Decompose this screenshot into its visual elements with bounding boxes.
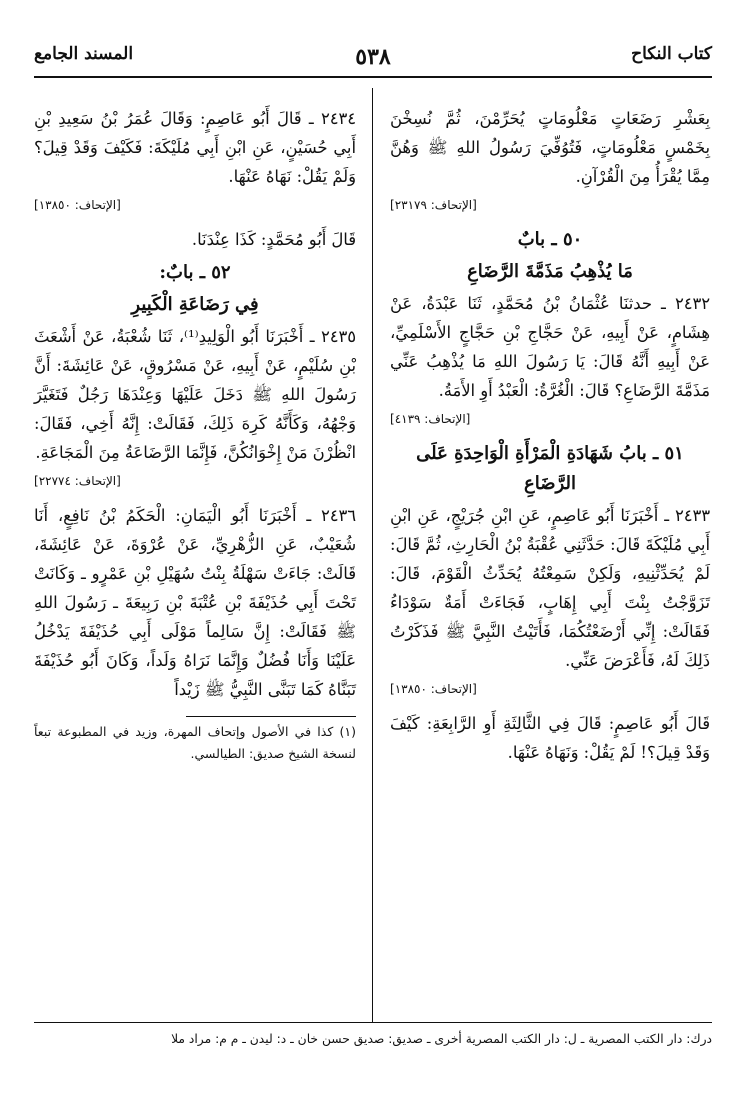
work-title: المسند الجامع bbox=[34, 44, 134, 64]
footnote-1: (١) كذا في الأصول وإتحاف المهرة، وزيد في المطبوعة تبعاً لنسخة الشيخ صديق: الطيالسي. bbox=[34, 724, 356, 761]
reference-2433: [الإتحاف: ١٣٨٥٠] bbox=[390, 682, 477, 696]
reference-2434: [الإتحاف: ١٣٨٥٠] bbox=[34, 198, 121, 212]
reference-2435: [الإتحاف: ٢٢٧٧٤] bbox=[34, 474, 121, 488]
reference-2432: [الإتحاف: ٤١٣٩] bbox=[390, 412, 471, 426]
footnote-separator bbox=[186, 716, 356, 717]
right-column bbox=[390, 104, 710, 771]
column-divider bbox=[372, 88, 373, 1022]
chapter-52-title: فِي رَضَاعَةِ الْكَبِيرِ bbox=[131, 294, 259, 315]
page-number: ٥٣٨ bbox=[355, 44, 391, 70]
note-2434: قَالَ أَبُو مُحَمَّدٍ: كَذَا عِنْدَنَا. bbox=[191, 230, 356, 249]
hadith-continuation: بِعَشْرِ رَضَعَاتٍ مَعْلُومَاتٍ يُحَرِّمْنَ، ثُمَّ نُسِخْنَ بِخَمْسٍ مَعْلُومَاتٍ، فَتُوُفِّيَ رَسُولُ اللهِ ﷺ وَهُنَّ مِمَّا يُقْرَأُ مِنَ الْقُرْآنِ. bbox=[390, 109, 710, 186]
chapter-50-title: مَا يُذْهِبُ مَذَمَّةَ الرَّضَاعِ bbox=[467, 261, 633, 282]
footer-rule bbox=[34, 1022, 712, 1023]
chapter-50-number: ٥٠ ـ بابٌ bbox=[517, 229, 583, 250]
hadith-2433: ٢٤٣٣ ـ أَخْبَرَنَا أَبُو عَاصِمٍ، عَنِ ابْنِ جُرَيْجٍ، عَنِ ابْنِ أَبِي مُلَيْكَةَ قَالَ: حَدَّثَنِي عُقْبَةُ بْنُ الْحَارِثِ، ثُمَّ قَالَ: لَمْ يُحَدِّثْنِيهِ، وَلَكِنْ سَمِعْتُهُ يُحَدِّثُ الْقَوْمَ، قَالَ: تَزَوَّجْتُ بِنْتَ أَبِي إِهَابٍ، فَجَاءَتْ أَمَةٌ سَوْدَاءُ فَقَالَتْ: إِنِّي أَرْضَعْتُكُمَا، فَأَتَيْتُ النَّبِيَّ ﷺ فَذَكَرْتُ ذَلِكَ لَهُ، فَأَعْرَضَ عَنِّي. bbox=[390, 506, 710, 670]
running-header bbox=[34, 44, 712, 74]
reference-ittihaf: [الإتحاف: ٢٣١٧٩] bbox=[390, 198, 477, 212]
book-title: كتاب النكاح bbox=[631, 44, 712, 64]
hadith-2434: ٢٤٣٤ ـ قَالَ أَبُو عَاصِمٍ: وَقَالَ عُمَرُ بْنُ سَعِيدِ بْنِ أَبِي حُسَيْنٍ، عَنِ ابْنِ أَبِي مُلَيْكَةَ: فَكَيْفَ وَقَدْ قِيلَ؟ وَلَمْ يَقُلْ: نَهَاهُ عَنْهَا. bbox=[34, 109, 356, 186]
manuscript-sigla: درك: دار الكتب المصرية ـ ل: دار الكتب المصرية أخرى ـ صديق: صديق حسن خان ـ د: ليدن ـ م م: مراد ملا bbox=[171, 1032, 712, 1046]
chapter-52-number: ٥٢ ـ بابٌ: bbox=[159, 262, 231, 283]
header-rule bbox=[34, 76, 712, 78]
note-2433: قَالَ أَبُو عَاصِمٍ: قَالَ فِي الثَّالِثَةِ أَوِ الرَّابِعَةِ: كَيْفَ وَقَدْ قِيلَ؟! لَمْ يَقُلْ: وَنَهَاهُ عَنْهَا. bbox=[390, 714, 710, 762]
left-column bbox=[34, 104, 356, 765]
hadith-2435: ٢٤٣٥ ـ أَخْبَرَنَا أَبُو الْوَلِيدِ⁽¹⁾، ثَنَا شُعْبَةُ، عَنْ أَشْعَثَ بْنِ سُلَيْمٍ، عَنْ أَبِيهِ، عَنْ مَسْرُوقٍ، عَنْ عَائِشَةَ: أَنَّ رَسُولَ اللهِ ﷺ دَخَلَ عَلَيْهَا وَعِنْدَهَا رَجُلٌ فَتَغَيَّرَ وَجْهُهُ، وَكَأَنَّهُ كَرِهَ ذَلِكَ، فَقَالَتْ: إِنَّهُ أَخِي، فَقَالَ: انْظُرْنَ مَنْ إِخْوَانُكُنَّ، فَإِنَّمَا الرَّضَاعَةُ مِنَ الْمَجَاعَةِ. bbox=[34, 327, 356, 462]
chapter-51-title: ٥١ ـ بابُ شَهَادَةِ الْمَرْأَةِ الْوَاحِدَةِ عَلَى الرَّضَاعِ bbox=[416, 443, 684, 494]
hadith-2432: ٢٤٣٢ ـ حدثنَا عُثْمَانُ بْنُ مُحَمَّدٍ، ثَنَا عَبْدَةُ، عَنْ هِشَامٍ، عَنْ أَبِيهِ، عَنْ حَجَّاجِ بْنِ حَجَّاجٍ الأَسْلَمِيِّ، عَنْ أَبِيهِ أَنَّهُ قَالَ: يَا رَسُولَ اللهِ مَا يُذْهِبُ عَنِّي مَذَمَّةَ الرَّضَاعِ؟ قَالَ: الْغُرَّةُ: الْعَبْدُ أَوِ الأَمَةُ. bbox=[390, 294, 710, 400]
hadith-2436: ٢٤٣٦ ـ أَخْبَرَنَا أَبُو الْيَمَانِ: الْحَكَمُ بْنُ نَافِعٍ، أَنَا شُعَيْبٌ، عَنِ الزُّهْرِيِّ، عَنْ عُرْوَةَ، عَنْ عَائِشَةَ، قَالَتْ: جَاءَتْ سَهْلَةُ بِنْتُ سُهَيْلِ بْنِ عَمْرٍو ـ وَكَانَتْ تَحْتَ أَبِي حُذَيْفَةَ بْنِ عُتْبَةَ بْنِ رَبِيعَةَ ـ رَسُولَ اللهِ ﷺ فَقَالَتْ: إِنَّ سَالِماً مَوْلَى أَبِي حُذَيْفَةَ يَدْخُلُ عَلَيْنَا وَأَنَا فُضُلٌ وَإِنَّمَا نَرَاهُ وَلَداً، وَكَانَ أَبُو حُذَيْفَةَ تَبَنَّاهُ كَمَا تَبَنَّى النَّبِيُّ ﷺ زَيْداً bbox=[34, 506, 356, 699]
